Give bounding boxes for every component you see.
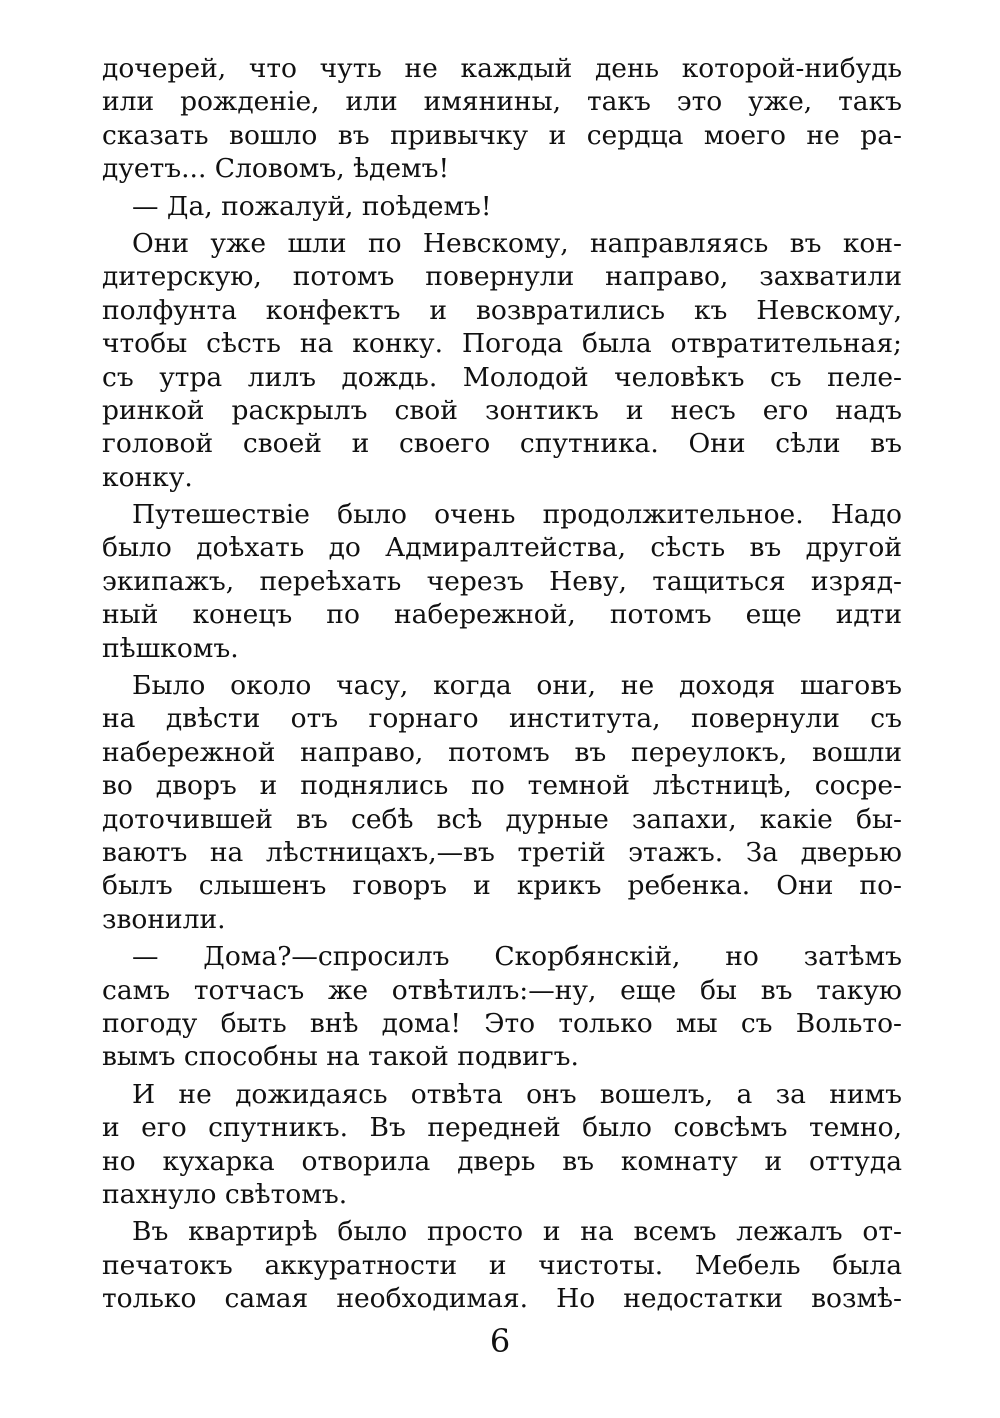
text-line: погоду быть внѣ дома! Это только мы съ Вольто- [102,1007,902,1039]
text-line: головой своей и своего спутника. Они сѣли въ [102,428,902,460]
text-line: экипажъ, переѣхать черезъ Неву, тащиться изряд- [102,565,902,597]
text-line: только самая необходимая. Но недостатки возмѣ- [102,1283,902,1315]
text-line: или рожденіе, или имянины, такъ это уже, такъ [102,86,902,118]
text-line: — Дома?—спросилъ Скорбянскій, но затѣмъ [132,941,902,973]
text-line: но кухарка отворила дверь въ комнату и оттуда [102,1145,902,1177]
text-line: ный конецъ по набережной, потомъ еще идти [102,599,902,631]
paragraph [102,498,902,665]
text-line: Они уже шли по Невскому, направляясь въ кон- [132,227,902,259]
text-line: съ утра лилъ дождь. Молодой человѣкъ съ пеле- [102,361,902,393]
paragraph [102,52,902,186]
text-line: полфунта конфектъ и возвратились къ Невскому, [102,294,902,326]
text-line: ваютъ на лѣстницахъ,—въ третій этажъ. За дверью [102,836,902,868]
text-line: на двѣсти отъ горнаго института, повернули съ [102,703,902,735]
paragraph [102,1215,902,1315]
text-line: и его спутникъ. Въ передней было совсѣмъ темно, [102,1112,902,1144]
book-page-text [102,52,902,1315]
text-line: доточившей въ себѣ всѣ дурные запахи, какіе бы- [102,803,902,835]
text-line: сказать вошло въ привычку и сердца моего не ра- [102,119,902,151]
text-line: вымъ способны на такой подвигъ. [102,1041,579,1073]
text-line: дитерскую, потомъ повернули направо, захватили [102,261,902,293]
text-line: набережной направо, потомъ въ переулокъ, вошли [102,736,902,768]
paragraph [102,227,902,494]
text-line: — Да, пожалуй, поѣдемъ! [132,190,492,222]
paragraph [102,669,902,936]
text-line: ринкой раскрылъ свой зонтикъ и несъ его надъ [102,394,902,426]
text-line: пѣшкомъ. [102,632,239,664]
page-number: 6 [489,1322,511,1360]
text-line: во дворъ и поднялись по темной лѣстницѣ, сосре- [102,770,902,802]
text-line: самъ тотчасъ же отвѣтилъ:—ну, еще бы въ такую [102,974,902,1006]
text-line: дочерей, что чуть не каждый день которой-нибудь [102,53,902,84]
paragraph [102,190,902,223]
text-line: былъ слышенъ говоръ и крикъ ребенка. Они по- [102,870,902,902]
text-line: И не дожидаясь отвѣта онъ вошелъ, а за нимъ [132,1078,902,1110]
text-line: звонили. [102,903,226,935]
paragraph [102,1078,902,1212]
paragraph [102,940,902,1074]
text-line: печатокъ аккуратности и чистоты. Мебель была [102,1249,902,1281]
text-line: конку. [102,461,193,493]
text-line: Въ квартирѣ было просто и на всемъ лежалъ от- [132,1216,902,1248]
text-line: было доѣхать до Адмиралтейства, сѣсть въ другой [102,532,902,564]
text-line: пахнуло свѣтомъ. [102,1178,348,1210]
text-line: Было около часу, когда они, не доходя шаговъ [132,670,902,702]
text-line: дуетъ... Словомъ, ѣдемъ! [102,153,450,185]
text-line: чтобы сѣсть на конку. Погода была отвратительная; [102,328,902,360]
text-line: Путешествіе было очень продолжительное. Надо [132,499,902,531]
